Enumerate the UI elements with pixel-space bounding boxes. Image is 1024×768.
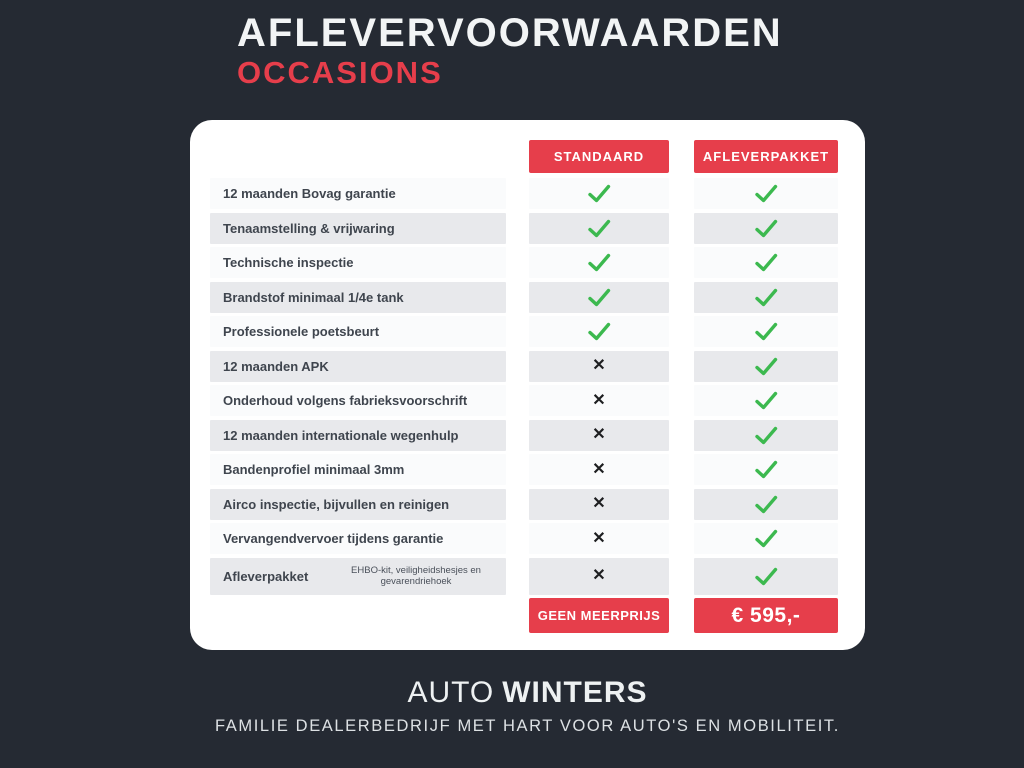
standaard-mark-cell	[529, 523, 669, 554]
afleverpakket-mark-cell	[694, 385, 838, 416]
check-icon	[587, 253, 611, 272]
feature-label-cell	[210, 489, 506, 520]
check-icon	[754, 567, 778, 586]
page-header	[237, 10, 783, 90]
brand-name-second: WINTERS	[502, 676, 648, 709]
table-row	[210, 489, 838, 520]
brand-name-first: AUTO	[407, 676, 495, 709]
standaard-mark-cell	[529, 489, 669, 520]
standaard-mark-cell	[529, 247, 669, 278]
comparison-table	[190, 120, 865, 650]
feature-label: Bandenprofiel minimaal 3mm	[223, 462, 405, 477]
afleverpakket-mark-cell	[694, 351, 838, 382]
feature-label-cell	[210, 523, 506, 554]
table-row	[210, 385, 838, 416]
feature-label-cell	[210, 282, 506, 313]
table-row	[210, 420, 838, 451]
check-icon	[587, 184, 611, 203]
feature-label-cell	[210, 558, 506, 595]
cross-icon: ✕	[592, 529, 606, 547]
check-icon	[754, 426, 778, 445]
feature-label: Technische inspectie	[223, 255, 354, 270]
standaard-mark-cell	[529, 282, 669, 313]
column-header-row	[210, 140, 838, 173]
table-row	[210, 351, 838, 382]
standaard-mark-cell	[529, 178, 669, 209]
check-icon	[754, 529, 778, 548]
standaard-mark-cell	[529, 213, 669, 244]
cross-icon: ✕	[592, 495, 606, 512]
feature-label: Tenaamstelling & vrijwaring	[223, 220, 395, 236]
check-icon	[754, 460, 778, 479]
cross-icon: ✕	[592, 426, 606, 443]
table-rows	[210, 178, 838, 595]
afleverpakket-mark-cell	[694, 489, 838, 520]
feature-label-cell	[210, 351, 506, 382]
standaard-mark-cell	[529, 454, 669, 485]
afleverpakket-mark-cell	[694, 316, 838, 347]
standaard-mark-cell	[529, 385, 669, 416]
feature-label: Vervangendvervoer tijdens garantie	[223, 531, 444, 546]
afleverpakket-mark-cell	[694, 213, 838, 244]
column-spacer	[210, 598, 506, 633]
cross-icon: ✕	[592, 357, 606, 374]
page-subtitle: OCCASIONS	[237, 55, 443, 90]
check-icon	[754, 184, 778, 203]
table-row	[210, 213, 838, 244]
standaard-column-header: STANDAARD	[529, 140, 669, 173]
feature-label: Airco inspectie, bijvullen en reinigen	[223, 496, 450, 512]
feature-label-cell	[210, 213, 506, 244]
check-icon	[587, 322, 611, 341]
check-icon	[587, 288, 611, 307]
afleverpakket-mark-cell	[694, 178, 838, 209]
table-row	[210, 316, 838, 347]
price-standaard-badge: GEEN MEERPRIJS	[529, 598, 669, 633]
cross-icon: ✕	[592, 460, 606, 478]
afleverpakket-mark-cell	[694, 523, 838, 554]
afleverpakket-mark-cell	[694, 454, 838, 485]
table-row	[210, 247, 838, 278]
feature-label-cell	[210, 316, 506, 347]
feature-label-cell	[210, 454, 506, 485]
feature-label: Professionele poetsbeurt	[223, 324, 380, 339]
check-icon	[754, 219, 778, 238]
standaard-mark-cell	[529, 420, 669, 451]
check-icon	[754, 288, 778, 307]
check-icon	[754, 391, 778, 410]
standaard-mark-cell	[529, 351, 669, 382]
cross-icon: ✕	[592, 567, 606, 584]
feature-label: Onderhoud volgens fabrieksvoorschrift	[223, 393, 468, 408]
standaard-mark-cell	[529, 558, 669, 595]
page-title: AFLEVERVOORWAARDEN	[237, 11, 783, 55]
afleverpakket-mark-cell	[694, 247, 838, 278]
check-icon	[754, 495, 778, 514]
check-icon	[587, 219, 611, 238]
cross-icon: ✕	[592, 391, 606, 409]
table-row	[210, 282, 838, 313]
page-footer	[190, 676, 865, 736]
afleverpakket-mark-cell	[694, 282, 838, 313]
feature-label: Brandstof minimaal 1/4e tank	[223, 289, 404, 305]
table-row	[210, 558, 838, 595]
afleverpakket-mark-cell	[694, 420, 838, 451]
brand-tagline: FAMILIE DEALERBEDRIJF MET HART VOOR AUTO'S EN MOBILITEIT.	[215, 717, 840, 735]
standaard-mark-cell	[529, 316, 669, 347]
feature-label: 12 maanden internationale wegenhulp	[223, 427, 459, 443]
afleverpakket-mark-cell	[694, 558, 838, 595]
feature-note: EHBO-kit, veiligheidshesjes en gevarendriehoek	[351, 564, 481, 587]
table-row	[210, 178, 838, 209]
feature-label-cell	[210, 385, 506, 416]
feature-label: 12 maanden Bovag garantie	[223, 186, 396, 201]
check-icon	[754, 253, 778, 272]
price-row	[210, 598, 838, 633]
check-icon	[754, 357, 778, 376]
feature-label-cell	[210, 420, 506, 451]
table-row	[210, 523, 838, 554]
feature-label: Afleverpakket	[223, 568, 309, 584]
afleverpakket-column-header: AFLEVERPAKKET	[694, 140, 838, 173]
brand-name	[190, 676, 865, 710]
feature-label-cell	[210, 178, 506, 209]
check-icon	[754, 322, 778, 341]
feature-label-cell	[210, 247, 506, 278]
price-afleverpakket-badge: € 595,-	[694, 598, 838, 633]
feature-label: 12 maanden APK	[223, 358, 329, 374]
table-row	[210, 454, 838, 485]
